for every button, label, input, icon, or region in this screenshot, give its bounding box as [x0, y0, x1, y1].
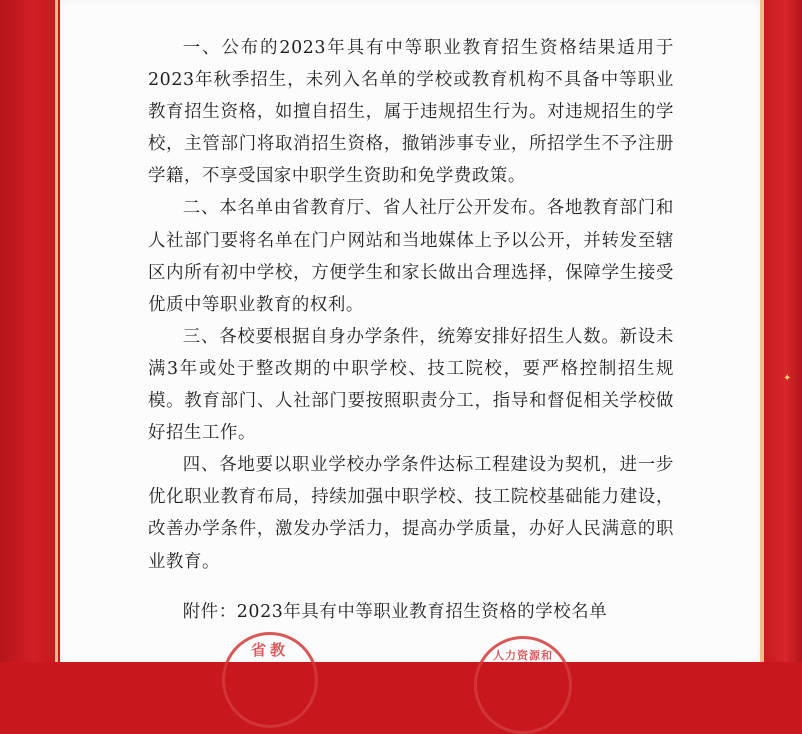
paragraph-1: 一、公布的2023年具有中等职业教育招生资格结果适用于2023年秋季招生，未列入名单的学校或教育机构不具备中等职业教育招生资格，如擅自招生，属于违规招生行为。对违规招生的学校，主管部门将取消招生资格，撤销涉事专业，所招学生不予注册学籍，不享受国家中职学生资助和免学费政策。 [148, 38, 674, 187]
seal-right-text: 人力资源和 [493, 649, 553, 662]
left-red-border [0, 0, 60, 662]
sparkle-icon: ✦ [783, 373, 792, 384]
paragraph-3: 三、各校要根据自身办学条件，统筹安排好招生人数。新设未满3年或处于整改期的中职学校、技工院校，要严格控制招生规模。教育部门、人社部门要按照职责分工，指导和督促相关学校做好招生工作。 [148, 326, 674, 444]
official-seal-left [222, 632, 318, 728]
seal-left-text: 省教 [250, 641, 289, 659]
document-body [148, 32, 674, 628]
right-red-border [760, 0, 802, 662]
paragraph-2: 二、本名单由省教育厅、省人社厅公开发布。各地教育部门和人社部门要将名单在门户网站和当地媒体上予以公开，并转发至辖区内所有初中学校，方便学生和家长做出合理选择，保障学生接受优质中等职业教育的权利。 [148, 198, 674, 315]
paragraph-4: 四、各地要以职业学校办学条件达标工程建设为契机，进一步优化职业教育布局，持续加强中职学校、技工院校基础能力建设，改善办学条件，激发办学活力，提高办学质量，办好人民满意的职业教育。 [148, 455, 674, 572]
attachment-line: 附件：2023年具有中等职业教育招生资格的学校名单 [182, 601, 608, 622]
right-gold-line [760, 0, 764, 662]
left-gold-line [55, 0, 58, 662]
official-seal-right [474, 636, 572, 734]
